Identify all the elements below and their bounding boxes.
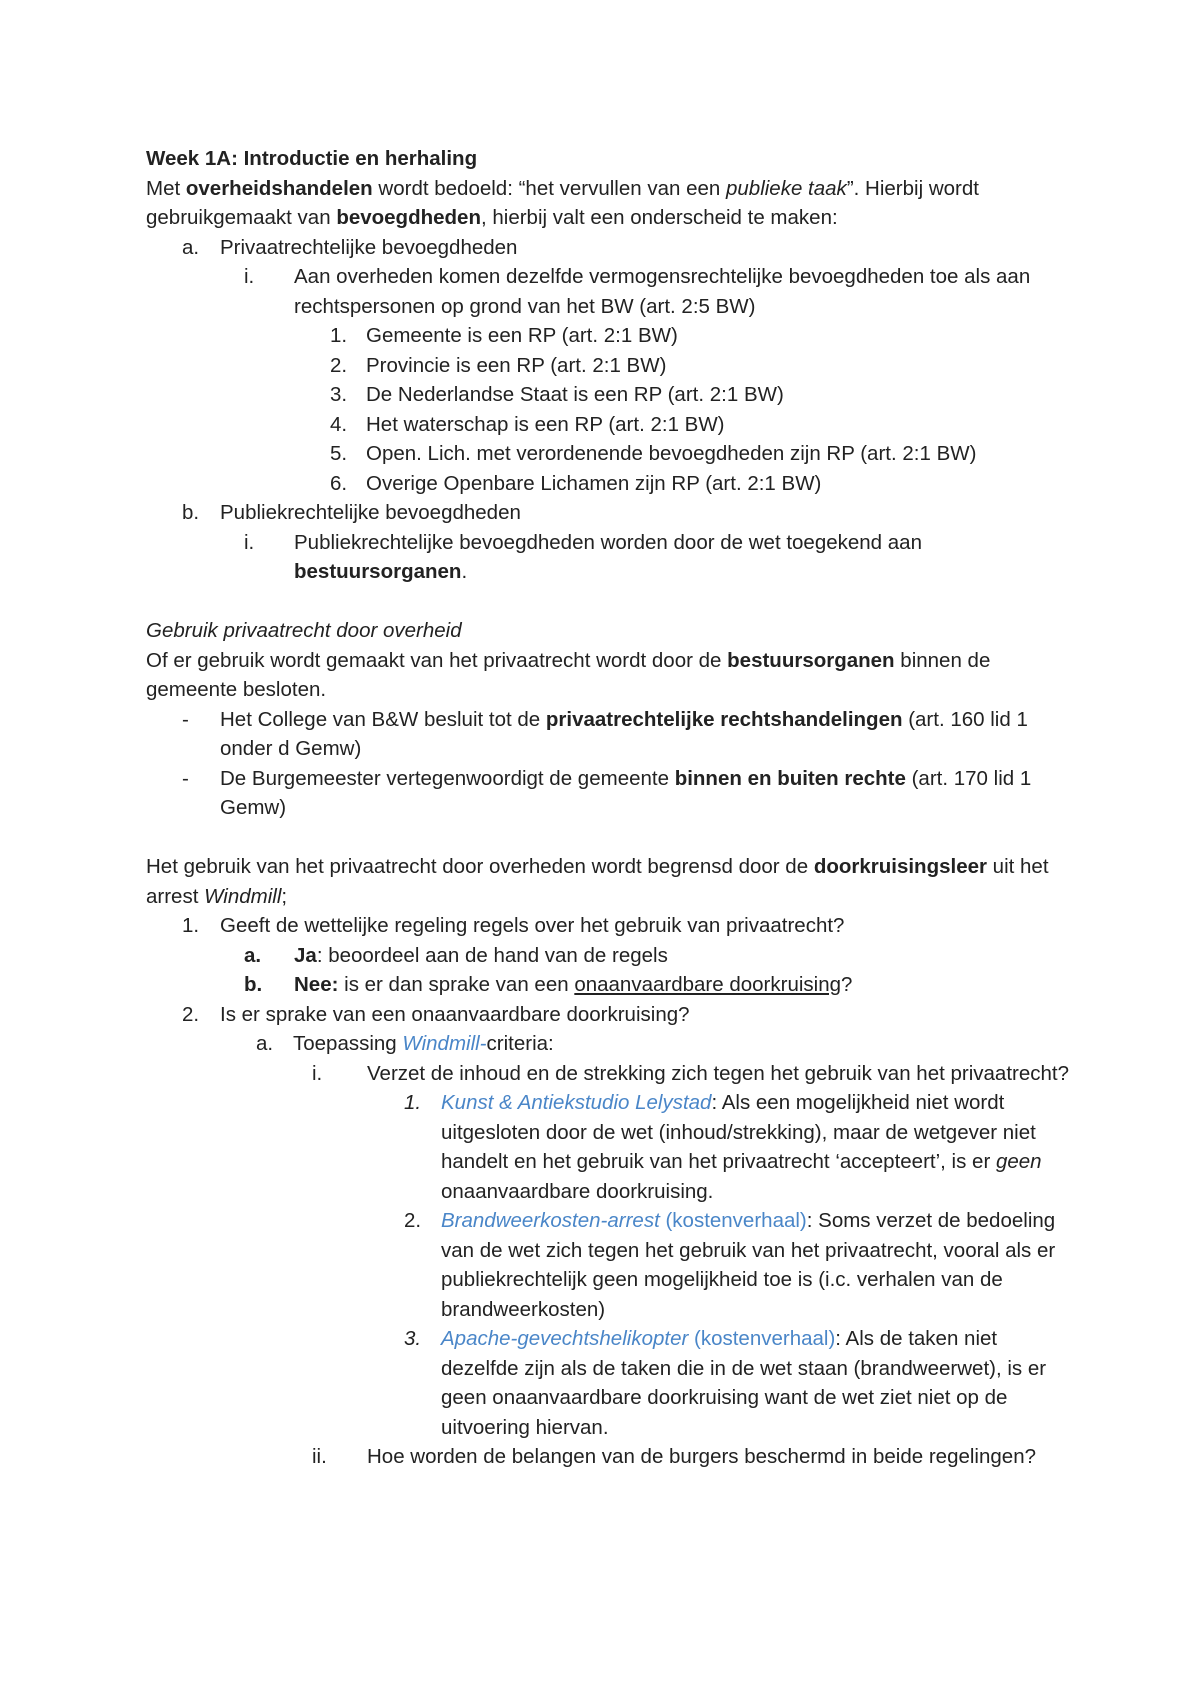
list-marker: 2. (330, 353, 348, 377)
list-marker: 1. (330, 324, 348, 347)
list-item-belangen: ii. Hoe worden de belangen van de burgers beschermd in beide regelingen? (146, 1442, 1076, 1472)
list-marker: i. (244, 530, 255, 554)
list-item-publiekrechtelijk: b. Publiekrechtelijke bevoegdheden (146, 498, 1076, 528)
case-link-kunst-antiekstudio[interactable]: Kunst & Antiekstudio Lelystad (441, 1091, 712, 1114)
list-item-question-2: 2. Is er sprake van een onaanvaardbare doorkruising? (146, 1000, 1076, 1030)
list-item-nee: b. Nee: is er dan sprake van een onaanvaardbare doorkruising? (146, 970, 1076, 1000)
dash-marker: - (182, 707, 189, 731)
document-body (146, 144, 1076, 1472)
spacer (146, 587, 1076, 617)
list-marker: 2. (404, 1209, 422, 1232)
list-marker: 1. (182, 914, 200, 937)
dash-item-college: - Het College van B&W besluit tot de privaatrechtelijke rechtshandelingen (art. 160 lid 1 onder d Gemw) (146, 705, 1076, 764)
section-heading-privaatrecht: Gebruik privaatrecht door overheid (146, 619, 462, 642)
list-marker: ii. (312, 1445, 327, 1468)
term-bevoegdheden: bevoegdheden (336, 206, 481, 229)
list-marker: a. (244, 943, 262, 967)
list-marker: a. (256, 1032, 274, 1055)
spacer (146, 823, 1076, 853)
list-marker: 2. (182, 1002, 200, 1026)
list-item-toepassing: a. Toepassing Windmill-criteria: (146, 1029, 1076, 1059)
list-item: 2. Provincie is een RP (art. 2:1 BW) (146, 351, 1076, 381)
list-item-inhoud-strekking: i. Verzet de inhoud en de strekking zich tegen het gebruik van het privaatrecht? (146, 1059, 1076, 1089)
list-item-ja: a. Ja: beoordeel aan de hand van de regels (146, 941, 1076, 971)
term-overheidshandelen: overheidshandelen (185, 176, 373, 200)
doorkruising-paragraph: Het gebruik van het privaatrecht door overheden wordt begrensd door de doorkruisingsleer uit het arrest Windmill; (146, 855, 1049, 908)
list-marker: 1. (404, 1091, 422, 1114)
list-marker: 6. (330, 471, 348, 495)
list-item-case: 1. Kunst & Antiekstudio Lelystad: Als een mogelijkheid niet wordt uitgesloten door de wet (inhoud/strekking), maar de wetgever niet handelt en het gebruik van het privaatrecht ‘accepteert’, is er geen onaanvaardbare doorkruising. (146, 1088, 1076, 1206)
list-item-privaatrechtelijk: a. Privaatrechtelijke bevoegdheden (146, 233, 1076, 263)
case-link-brandweerkosten[interactable]: Brandweerkosten-arrest (441, 1209, 660, 1232)
list-item-toegekend: i. Publiekrechtelijke bevoegdheden worden door de wet toegekend aan bestuursorganen. (146, 528, 1076, 587)
case-link-apache[interactable]: Apache-gevechtshelikopter (441, 1327, 689, 1350)
list-marker: 4. (330, 412, 348, 436)
list-marker: a. (182, 235, 200, 259)
list-marker: 3. (330, 383, 348, 406)
list-marker: 3. (404, 1327, 422, 1350)
privaatrecht-paragraph: Of er gebruik wordt gemaakt van het privaatrecht wordt door de bestuursorganen binnen de gemeente besloten. (146, 648, 991, 701)
list-marker: b. (182, 501, 200, 524)
windmill-link[interactable]: Windmill- (402, 1032, 487, 1055)
list-item-case: 2. Brandweerkosten-arrest (kostenverhaal): Soms verzet de bedoeling van de wet zich tegen het gebruik van het privaatrecht, vooral als er publiekrechtelijk geen mogelijkheid toe is (i.c. verhalen van de brandweerkosten) (146, 1206, 1076, 1324)
list-item: 3. De Nederlandse Staat is een RP (art. 2:1 BW) (146, 380, 1076, 410)
term-publieke-taak: publieke taak (726, 176, 847, 200)
intro-paragraph: Met overheidshandelen wordt bedoeld: “het vervullen van een publieke taak”. Hierbij wordt gebruikgemaakt van bevoegdheden, hierbij valt een onderscheid te maken: (146, 176, 979, 229)
list-item-vermogensrechtelijk: i. Aan overheden komen dezelfde vermogensrechtelijke bevoegdheden toe als aan rechtspersonen op grond van het BW (art. 2:5 BW) (146, 262, 1076, 321)
dash-item-burgemeester: - De Burgemeester vertegenwoordigt de gemeente binnen en buiten rechte (art. 170 lid 1 Gemw) (146, 764, 1076, 823)
dash-marker: - (182, 766, 189, 790)
list-item: 1. Gemeente is een RP (art. 2:1 BW) (146, 321, 1076, 351)
list-item: 6. Overige Openbare Lichamen zijn RP (art. 2:1 BW) (146, 469, 1076, 499)
list-item-question-1: 1. Geeft de wettelijke regeling regels over het gebruik van privaatrecht? (146, 911, 1076, 941)
list-item: 5. Open. Lich. met verordenende bevoegdheden zijn RP (art. 2:1 BW) (146, 439, 1076, 469)
list-item: 4. Het waterschap is een RP (art. 2:1 BW) (146, 410, 1076, 440)
list-marker: i. (312, 1061, 323, 1085)
list-marker: i. (244, 265, 255, 288)
list-marker: b. (244, 973, 263, 996)
list-item-case: 3. Apache-gevechtshelikopter (kostenverhaal): Als de taken niet dezelfde zijn als de taken die in de wet staan (brandweerwet), is er geen onaanvaardbare doorkruising want de wet ziet niet op de uitvoering hiervan. (146, 1324, 1076, 1442)
list-marker: 5. (330, 442, 348, 465)
page-title: Week 1A: Introductie en herhaling (146, 147, 478, 170)
